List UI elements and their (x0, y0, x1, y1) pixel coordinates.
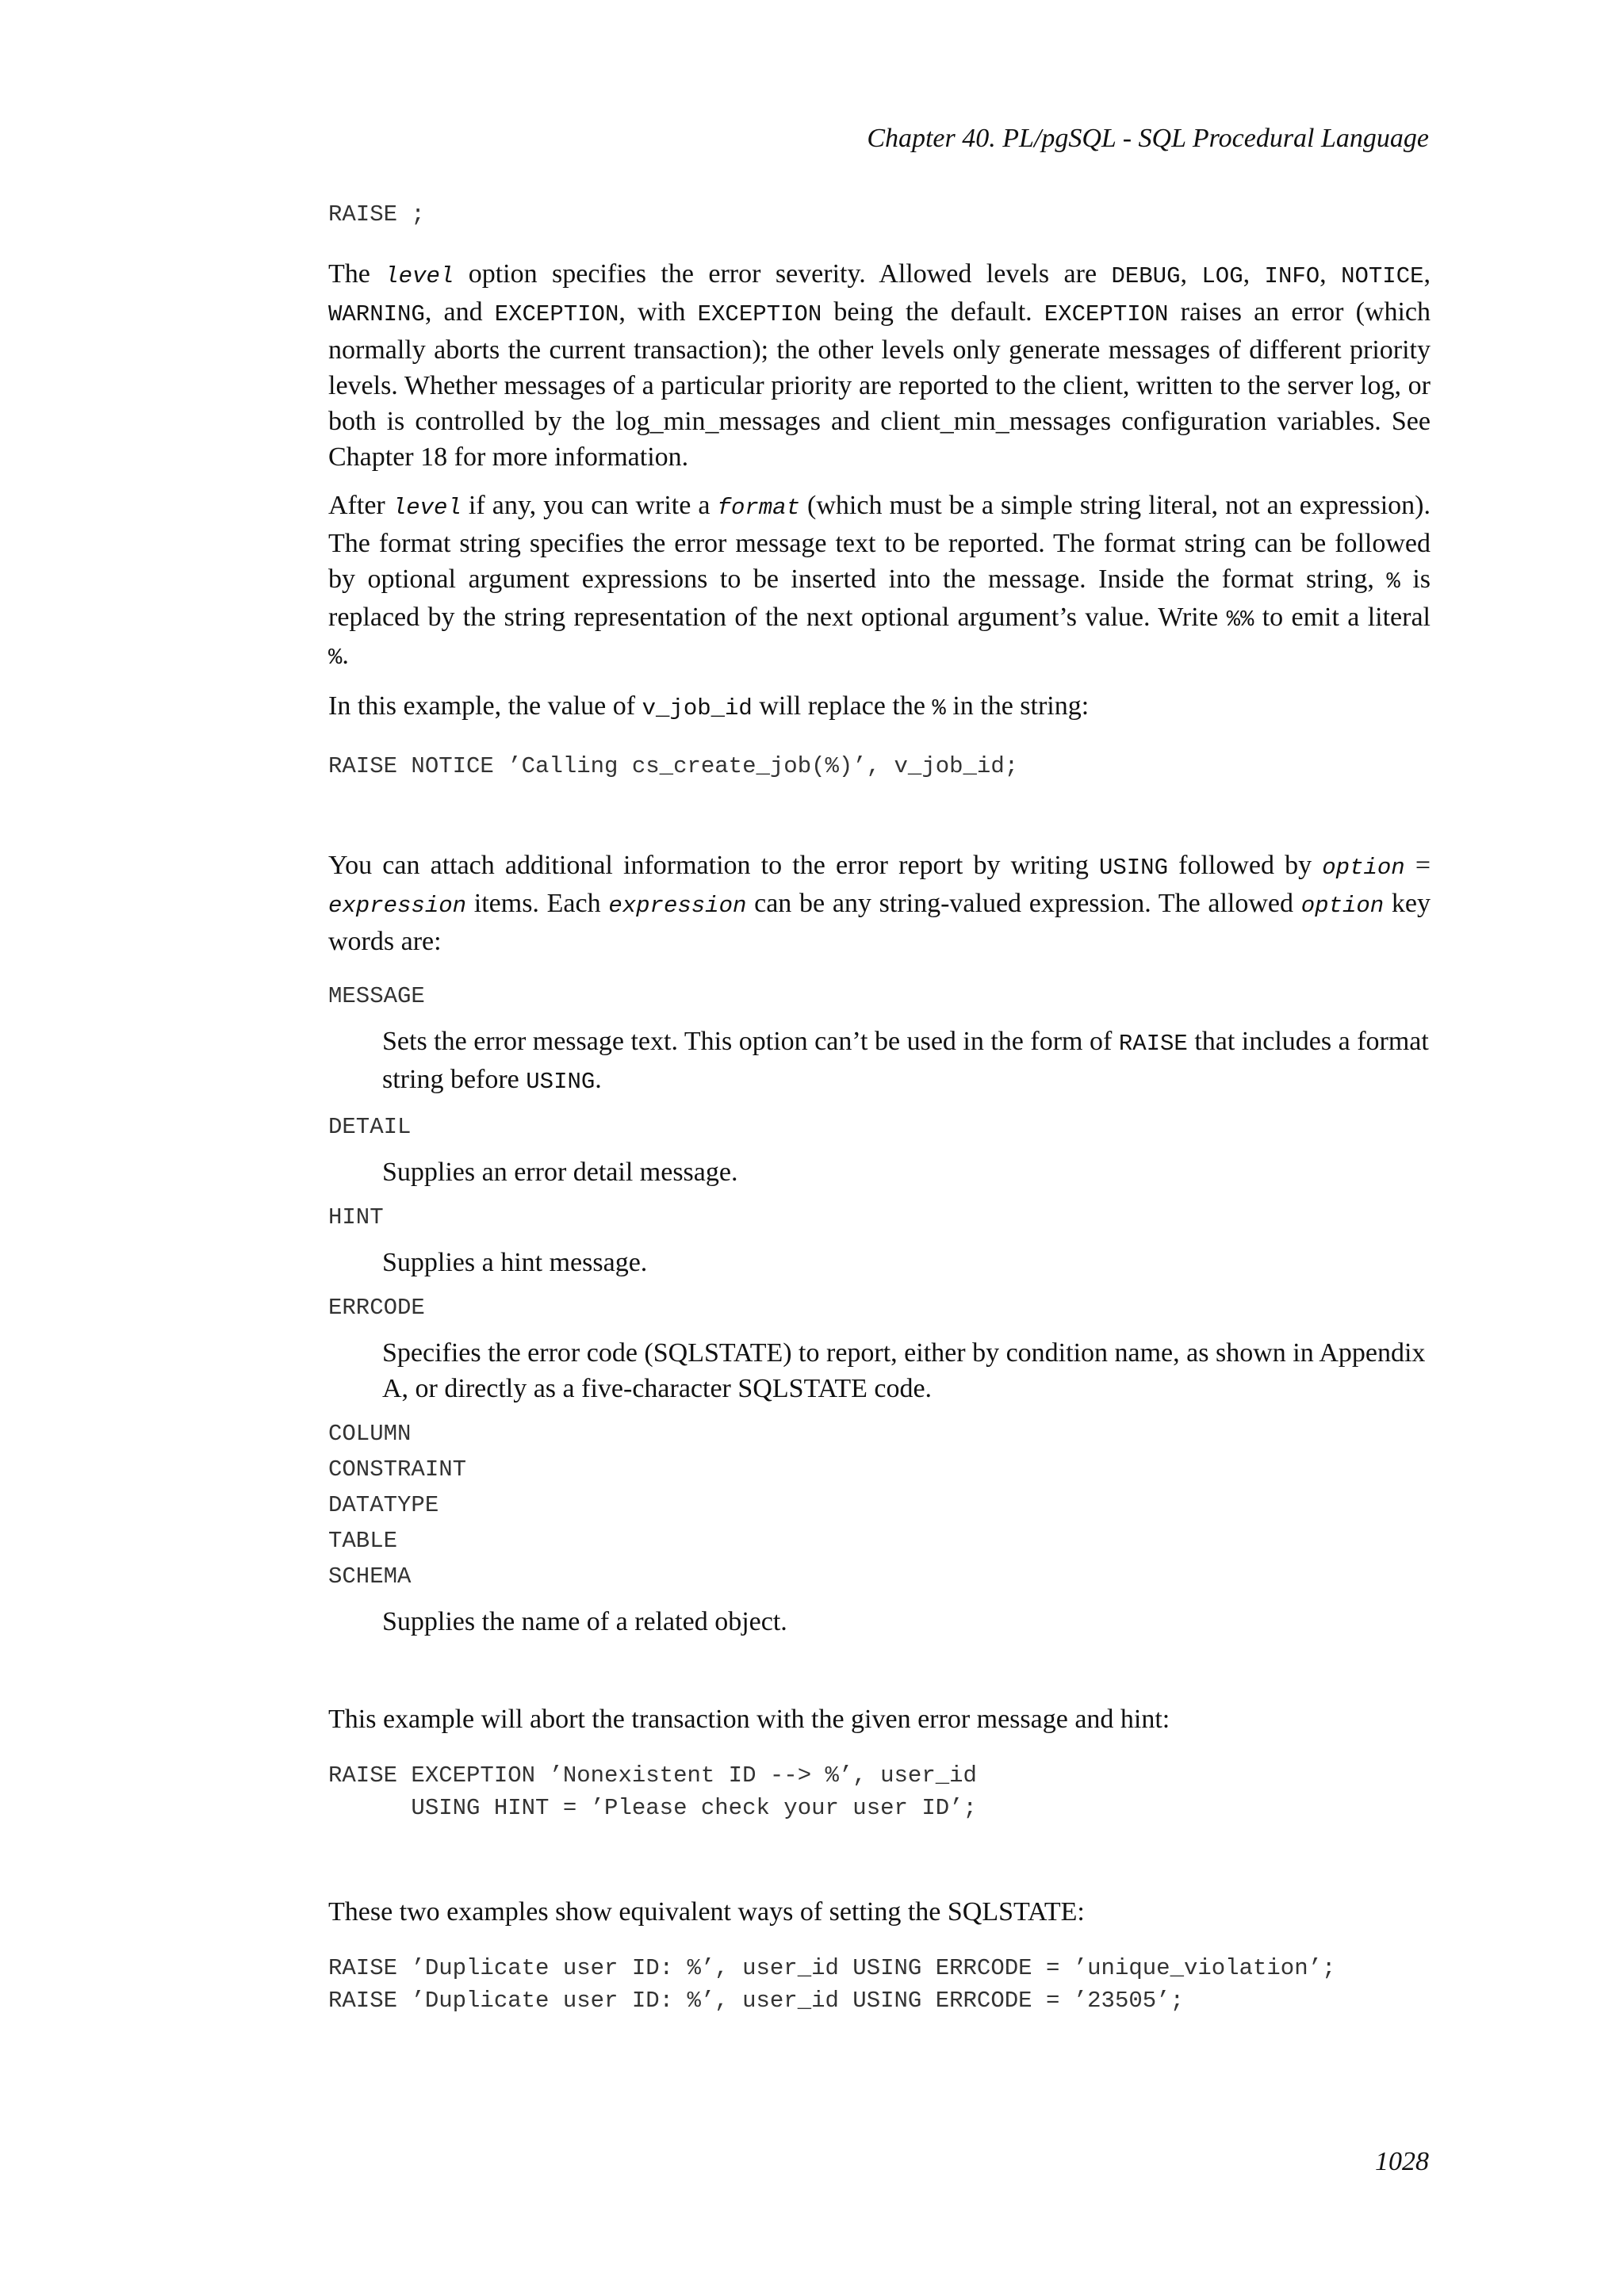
option-term-message: MESSAGE (328, 983, 425, 1009)
option-term-table: TABLE (328, 1528, 398, 1554)
chapter-header: Chapter 40. PL/pgSQL - SQL Procedural Language (867, 124, 1429, 153)
code-raise-empty: RAISE ; (328, 201, 425, 228)
option-term-errcode: ERRCODE (328, 1295, 425, 1321)
page-content (328, 198, 1431, 2017)
option-term-schema: SCHEMA (328, 1563, 412, 1590)
option-term-column: COLUMN (328, 1421, 412, 1447)
option-desc-related: Supplies the name of a related object. (382, 1607, 787, 1636)
option-desc-errcode: Specifies the error code (SQLSTATE) to report, either by condition name, as shown in Appendix A, or directly as a five-character SQLSTATE code. (382, 1338, 1426, 1403)
option-term-datatype: DATATYPE (328, 1492, 439, 1518)
option-list (328, 978, 1431, 1640)
option-term-detail: DETAIL (328, 1114, 412, 1140)
code-raise-errcode: RAISE ’Duplicate user ID: %’, user_id USING ERRCODE = ’unique_violation’; RAISE ’Duplicate user ID: %’, user_id USING ERRCODE = ’23505’; (328, 1955, 1336, 2014)
page-number: 1028 (1375, 2147, 1429, 2176)
paragraph-example-intro: In this example, the value of v_job_id will replace the % in the string: (328, 691, 1090, 721)
code-raise-exception: RAISE EXCEPTION ’Nonexistent ID --> %’, user_id USING HINT = ’Please check your user ID’; (328, 1762, 977, 1821)
option-term-constraint: CONSTRAINT (328, 1456, 467, 1483)
code-raise-notice: RAISE NOTICE ’Calling cs_create_job(%)’, v_job_id; (328, 753, 1019, 779)
paragraph-sqlstate-examples: These two examples show equivalent ways of setting the SQLSTATE: (328, 1897, 1085, 1927)
option-desc-message: Sets the error message text. This option can’t be used in the form of RAISE that includes a format string before USING. (382, 1027, 1429, 1095)
option-terms-related (328, 1416, 1431, 1594)
paragraph-abort-example: This example will abort the transaction with the given error message and hint: (328, 1705, 1170, 1734)
option-desc-hint: Supplies a hint message. (382, 1248, 648, 1277)
paragraph-format-string: After level if any, you can write a format (which must be a simple string literal, not an expression). The format string specifies the error message text to be reported. The format string can be followed by optional argument expressions to be inserted into the message. Inside the format string, % is replaced by the string representation of the next optional argument’s value. Write %% to emit a literal %. (328, 491, 1431, 671)
paragraph-level-option: The level option specifies the error severity. Allowed levels are DEBUG, LOG, INFO, NOTICE, WARNING, and EXCEPTION, with EXCEPTION being the default. EXCEPTION raises an error (which normally aborts the current transaction); the other levels only generate messages of different priority levels. Whether messages of a particular priority are reported to the client, written to the server log, or both is controlled by the log_min_messages and client_min_messages configuration variables. See Chapter 18 for more information. (328, 259, 1431, 472)
option-term-hint: HINT (328, 1204, 384, 1230)
paragraph-using-options: You can attach additional information to the error report by writing USING followed by option = expression items. Each expression can be any string-valued expression. The allowed option key words are: (328, 851, 1431, 956)
option-desc-detail: Supplies an error detail message. (382, 1158, 738, 1187)
